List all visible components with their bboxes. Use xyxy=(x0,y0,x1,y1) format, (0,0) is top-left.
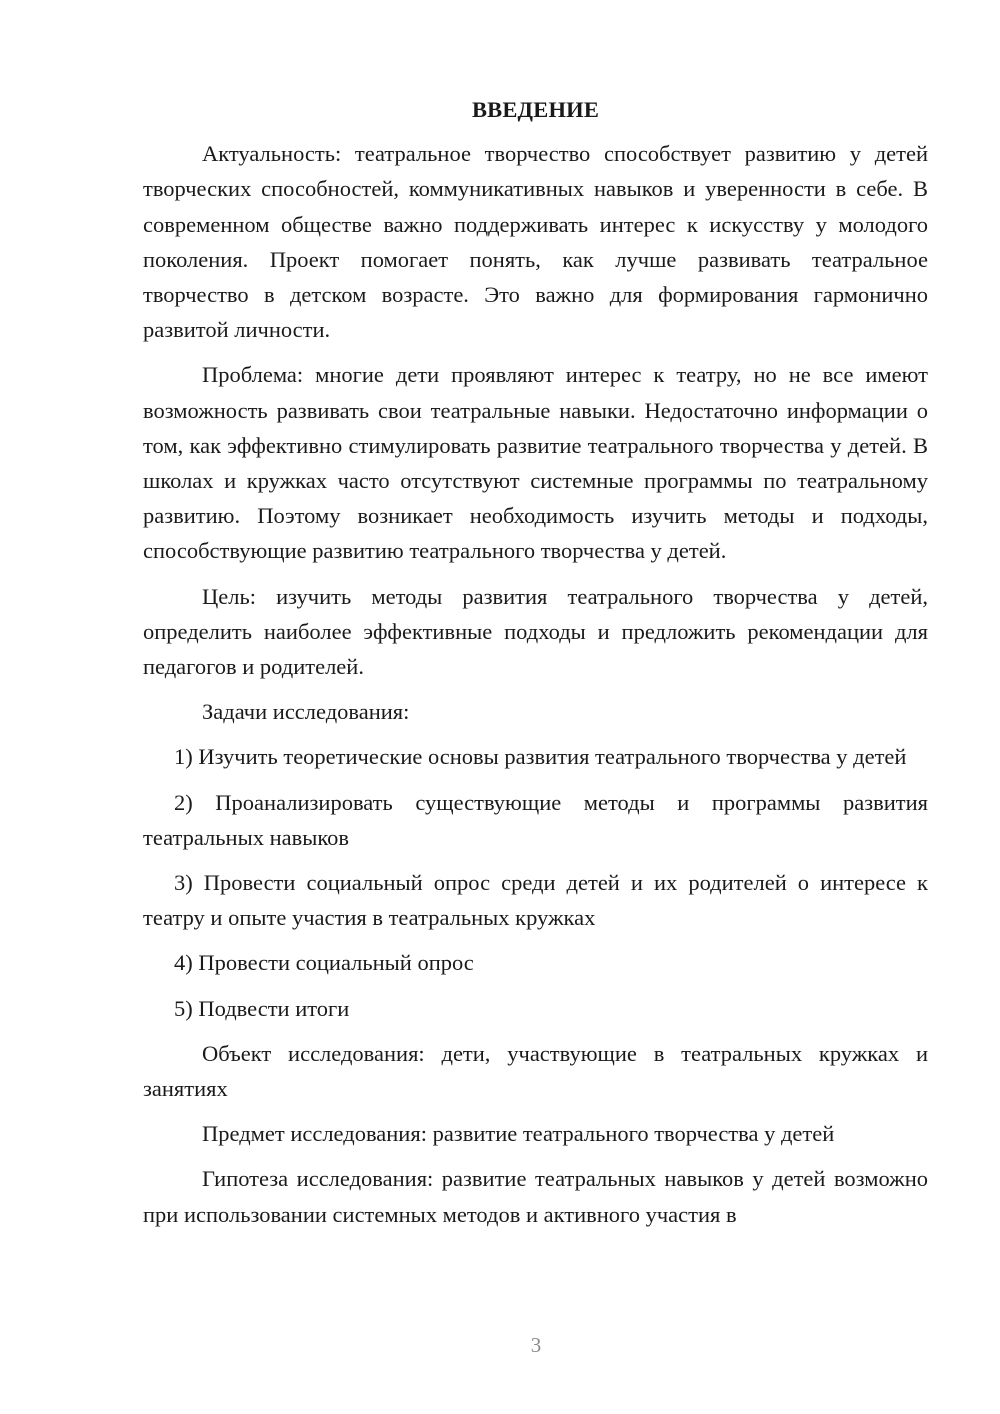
document-page xyxy=(143,92,928,1242)
page-number: 3 xyxy=(530,1333,542,1357)
problem-paragraph: Проблема: многие дети проявляют интерес к театру, но не все имеют возможность развивать свои театральные навыки. Недостаточно информации о том, как эффективно стимулировать развитие театрального творчества у детей. В школах и кружках часто отсутствуют системные программы по театральному развитию. Поэтому возникает необходимость изучить методы и подходы, способствующие развитию театрального творчества у детей. xyxy=(143,362,928,564)
goal-paragraph: Цель: изучить методы развития театрального творчества у детей, определить наиболее эффективные подходы и предложить рекомендации для педагогов и родителей. xyxy=(143,583,928,680)
tasks-heading: Задачи исследования: xyxy=(202,699,410,725)
task-item-2: 2) Проанализировать существующие методы и программы развития театральных навыков xyxy=(143,789,928,850)
subject-paragraph: Предмет исследования: развитие театрального творчества у детей xyxy=(202,1121,835,1147)
task-item-4: 4) Провести социальный опрос xyxy=(174,950,474,976)
task-item-3: 3) Провести социальный опрос среди детей и их родителей о интересе к театру и опыте участия в театральных кружках xyxy=(143,870,928,931)
object-paragraph: Объект исследования: дети, участвующие в театральных кружках и занятиях xyxy=(143,1040,928,1102)
task-item-1: 1) Изучить теоретические основы развития театрального творчества у детей xyxy=(174,744,907,770)
relevance-paragraph: Актуальность: театральное творчество способствует развитию у детей творческих способностей, коммуникативных навыков и уверенности в себе. В современном обществе важно поддерживать интерес к искусству у молодого поколения. Проект помогает понять, как лучше развивать театральное творчество в детском возрасте. Это важно для формирования гармонично развитой личности. xyxy=(143,141,928,343)
page-title: ВВЕДЕНИЕ xyxy=(471,97,600,122)
task-item-5: 5) Подвести итоги xyxy=(174,995,350,1021)
hypothesis-paragraph: Гипотеза исследования: развитие театральных навыков у детей возможно при использовании системных методов и активного участия в xyxy=(143,1166,928,1227)
